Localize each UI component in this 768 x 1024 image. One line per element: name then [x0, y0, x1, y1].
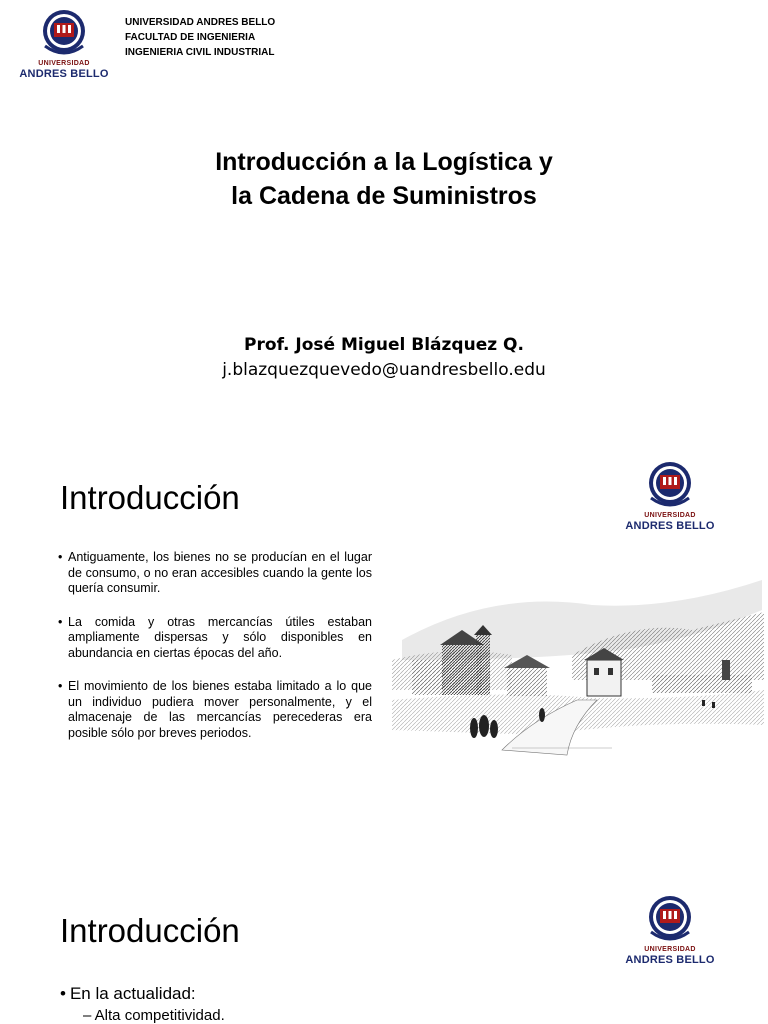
bullet-text: Antiguamente, los bienes no se producían en el lugar de consumo, o no eran accesibles cuando la gente los quería consumir.	[68, 550, 372, 595]
slide-introduccion-2	[0, 870, 768, 1024]
logo-top-text: UNIVERSIDAD	[38, 60, 90, 67]
main-bullet-text: En la actualidad:	[69, 984, 196, 1003]
slide-title: Introducción	[60, 912, 240, 949]
bullet-item	[58, 550, 372, 597]
presentation-title	[84, 145, 684, 213]
logo-bottom-text: ANDRES BELLO	[19, 68, 109, 80]
bullet-icon: •	[58, 679, 63, 693]
professor-email: j.blazquezquevedo@uandresbello.edu	[222, 360, 546, 380]
bullet-icon: •	[60, 984, 66, 1003]
bullet-item	[58, 679, 372, 741]
main-bullet	[60, 983, 196, 1005]
university-logo	[14, 8, 114, 80]
university-logo	[620, 894, 720, 966]
university-seal-icon	[37, 8, 91, 58]
university-seal-icon	[643, 894, 697, 944]
logo-bottom-text: ANDRES BELLO	[625, 954, 715, 966]
logo-top-text: UNIVERSIDAD	[644, 512, 696, 519]
bullet-item	[58, 615, 372, 662]
professor-name: Prof. José Miguel Blázquez Q.	[244, 335, 524, 355]
title-line-2: la Cadena de Suministros	[231, 182, 537, 210]
sub-bullet: – Alta competitividad.	[83, 1007, 225, 1024]
slide-title: Introducción	[60, 479, 240, 516]
historic-town-engraving-icon	[392, 550, 768, 760]
logo-top-text: UNIVERSIDAD	[644, 946, 696, 953]
university-logo	[620, 460, 720, 532]
bullet-text: La comida y otras mercancías útiles estaban ampliamente dispersas y sólo disponibles en abundancia en ciertas épocas del año.	[68, 614, 372, 660]
slide-title	[0, 0, 768, 430]
bullet-icon: •	[58, 614, 63, 629]
author-block	[84, 333, 684, 383]
institution-header	[125, 15, 275, 60]
bullet-list	[58, 550, 372, 759]
header-program: INGENIERIA CIVIL INDUSTRIAL	[125, 47, 275, 58]
title-line-1: Introducción a la Logística y	[215, 148, 553, 176]
bullet-text: El movimiento de los bienes estaba limitado a lo que un individuo pudiera mover personalmente, y el almacenaje de las mercancías perecederas era posible sólo por breves periodos.	[68, 679, 372, 740]
bullet-icon: •	[58, 550, 63, 564]
logo-bottom-text: ANDRES BELLO	[625, 520, 715, 532]
slide-introduccion-1	[0, 440, 768, 860]
university-seal-icon	[643, 460, 697, 510]
header-faculty: FACULTAD DE INGENIERIA	[125, 32, 256, 43]
header-university: UNIVERSIDAD ANDRES BELLO	[125, 17, 276, 28]
